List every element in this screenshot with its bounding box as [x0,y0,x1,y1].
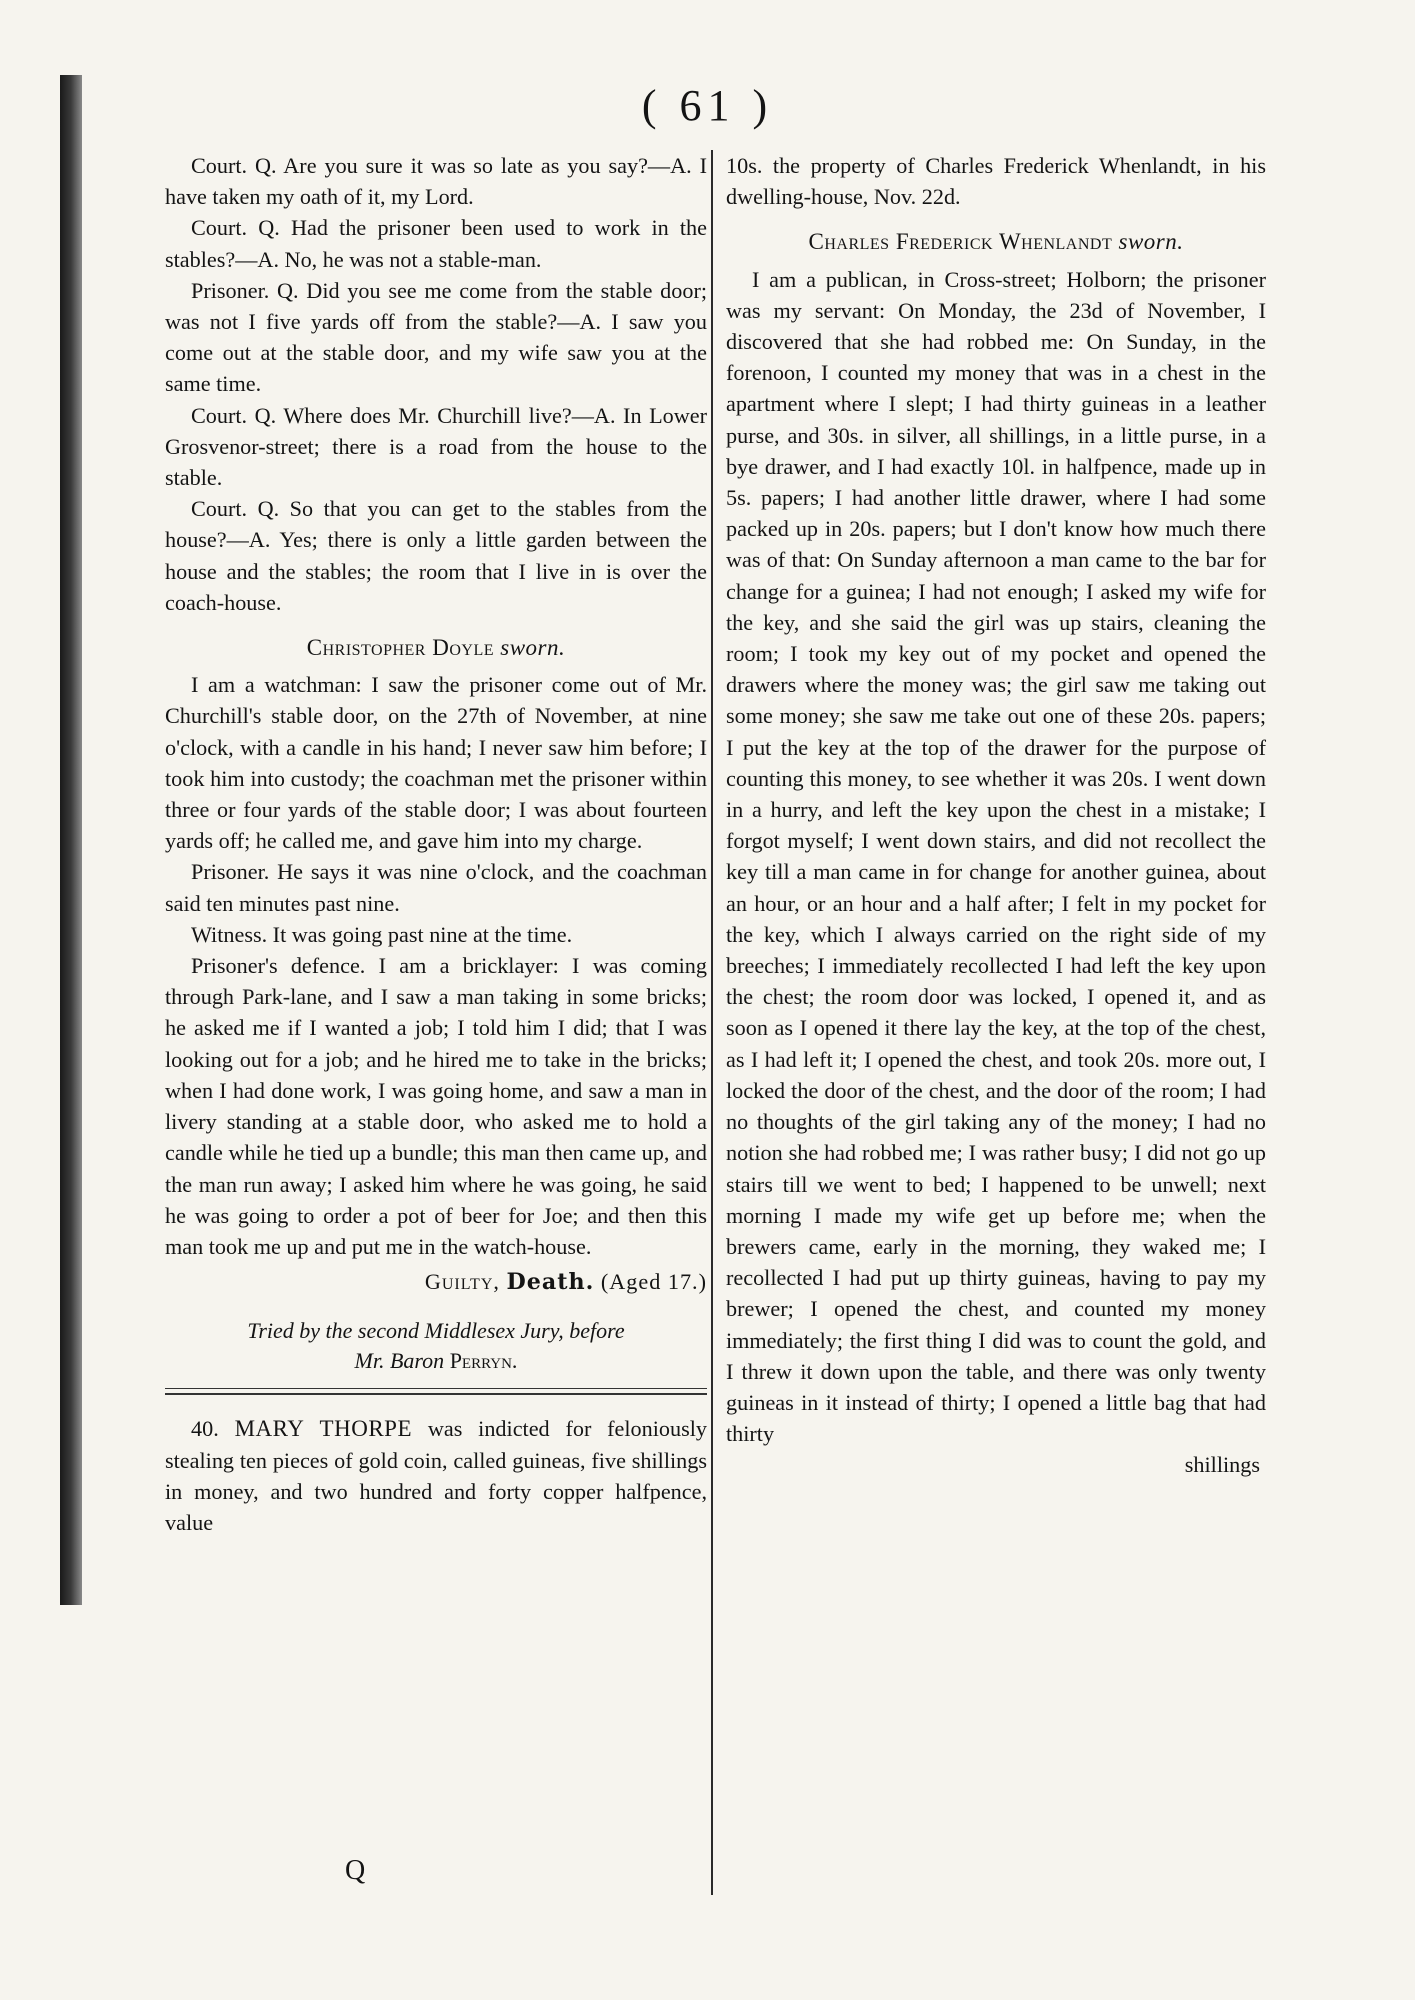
witness-sworn: sworn. [1118,229,1184,255]
prisoner-defence: Prisoner's defence. I am a bricklayer: I was coming through Park-lane, and I saw a man taking in some bricks; he asked me if I wanted a job; I told him I did; that I was looking out for a job; and he hired me to take in the bricks; when I had done work, I was going home, and saw a man in livery standing at a stable door, who asked me to hold a candle while he tied up a bundle; this man then came up, and the man run away; I asked him where he was going, he said he was going to order a pot of beer for Joe; and then this man took me up and put me in the watch-house. [165,953,707,1259]
tried-by-text: Tried by the second Middlesex Jury, before [247,1318,625,1344]
right-column [726,150,1266,1481]
whenlandt-testimony: I am a publican, in Cross-street; Holborn; the prisoner was my servant: On Monday, the 23d of November, I discovered that she had robbed me: On Sunday, in the forenoon, I counted my money that was in a chest in the apartment where I slept; I had thirty guineas in a leather purse, and 30s. in silver, all shillings, in a little purse, in a bye drawer, and I had exactly 10l. in halfpence, made up in 5s. papers; I had another little drawer, where I had some packed up in 20s. papers; but I don't know how much there was of that: On Sunday afternoon a man came to the bar for change for a guinea; I had not enough; I asked my wife for the key, and she said the girl was up stairs, cleaning the room; I took my key out of my pocket and opened the drawers where the money was; the girl saw me taking out some money; she saw me take out one of these 20s. papers; I put the key at the top of the drawer for the purpose of counting this money, to see whether it was 20s. I went down in a hurry, and left the key upon the chest in a mistake; I forgot myself; I went down stairs, and did not recollect the key till a man came in for change for another guinea, about an hour, or an hour and a half after; I felt in my pocket for the key, which I always carried on the right side of my breeches; I immediately recollected I had left the key upon the chest; the room door was locked, I opened it, and as soon as I opened it there lay the key, at the top of the chest, as I had left it; I opened the chest, and took 20s. more out, I locked the door of the chest, and the door of the room; I had no thoughts of the girl taking any of the money; I had no notion she had robbed me; I was rather busy; I did not go up stairs till we went to bed; I happened to be unwell; next morning I made my wife get up before me; when the brewers came, early in the morning, they waked me; I recollected I had put up thirty guineas, having to pay my brewer; I opened the chest, and counted my money immediately; the first thing I did was to count the gold, and I threw it down upon the table, and there was only twenty guineas in it instead of thirty; I opened a little bag that had thirty [726,266,1266,1447]
case-defendant: MARY THORPE [234,1416,413,1442]
case-divider [165,1388,707,1395]
indictment-continuation: 10s. the property of Charles Frederick Whenlandt, in his dwelling-house, Nov. 22d. [726,153,1266,210]
verdict-guilty: Guilty, [424,1269,500,1295]
prisoner-remark: Prisoner. He says it was nine o'clock, and the coachman said ten minutes past nine. [165,859,707,916]
witness-name: Christopher Doyle [306,635,494,661]
doyle-testimony: I am a watchman: I saw the prisoner come out of Mr. Churchill's stable door, on the 27th of November, at nine o'clock, with a candle in his hand; I never saw him before; I took him into custody; the coachman met the prisoner within three or four yards of the stable door; I was about fourteen yards off; he called me, and gave him into my charge. [165,672,707,854]
case-number: 40. [191,1416,219,1442]
case-text: was indicted for feloniously stealing ten pieces of gold coin, called guineas, five shillings in money, and two hundred and forty copper halfpence, value [165,1416,707,1535]
witness-reply: Witness. It was going past nine at the time. [191,921,573,947]
page-number: ( 61 ) [641,81,774,130]
page-binding-edge [60,75,82,1605]
court-question-4: Court. Q. So that you can get to the stables from the house?—A. Yes; there is only a little garden between the house and the stables; the room that I live in is over the coach-house. [165,496,707,615]
signature-mark: Q [345,1855,366,1886]
witness-name: Charles Frederick Whenlandt [808,229,1113,255]
judge-prefix: Mr. Baron [354,1348,445,1374]
left-column [165,150,707,1538]
verdict-death: Death. [506,1269,595,1296]
catchword: shillings [1184,1452,1260,1478]
witness-heading-whenlandt [726,226,1266,257]
court-question-2: Court. Q. Had the prisoner been used to work in the stables?—A. No, he was not a stable-man. [165,215,707,272]
prisoner-question: Prisoner. Q. Did you see me come from the stable door; was not I five yards off from the stable?—A. I saw you come out at the stable door, and my wife saw you at the same time. [165,277,707,397]
judge-name: Perryn. [449,1348,518,1374]
court-question-1: Court. Q. Are you sure it was so late as you say?—A. I have taken my oath of it, my Lord. [165,153,707,210]
verdict-age: (Aged 17.) [600,1269,707,1295]
verdict [165,1266,707,1298]
case-40-indictment [165,1413,707,1538]
witness-sworn: sworn. [500,635,566,661]
column-divider [711,150,713,1895]
tried-by-line [165,1316,707,1376]
court-question-3: Court. Q. Where does Mr. Churchill live?—A. In Lower Grosvenor-street; there is a road from the house to the stable. [165,402,707,491]
witness-heading-doyle [165,632,707,663]
